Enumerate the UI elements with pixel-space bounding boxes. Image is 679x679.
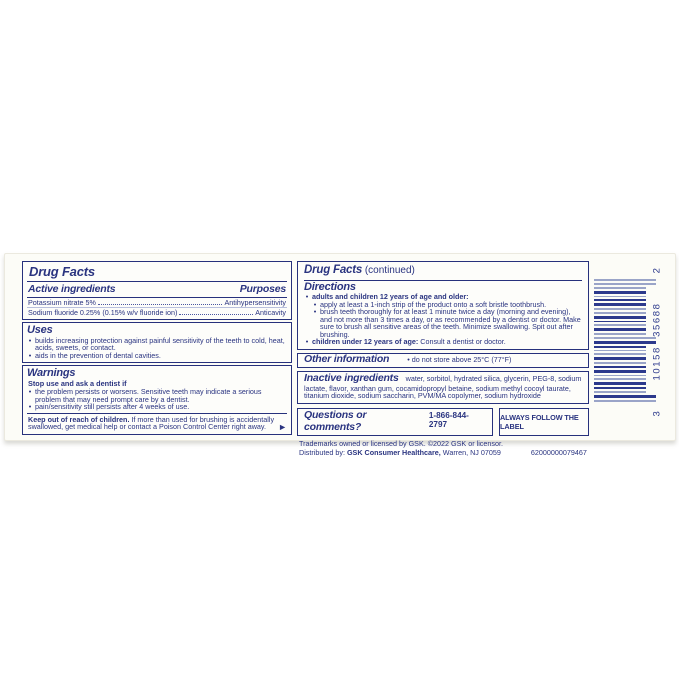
barcode-digits <box>652 267 663 417</box>
warnings-box <box>22 365 292 434</box>
warnings-bullet-2-text: pain/sensitivity still persists after 4 weeks of use. <box>35 402 190 412</box>
warnings-bullet-1-text: the problem persists or worsens. Sensitive teeth may indicate a serious problem that may need prompt care by a dentist. <box>35 387 262 404</box>
legal-text <box>297 438 589 458</box>
directions-children-text <box>312 338 506 346</box>
keep-out-of-reach-section <box>27 413 287 431</box>
active-ingredients-header-row <box>27 282 287 298</box>
ingredient-name: Sodium fluoride 0.25% (0.15% w/v fluoride ion) <box>28 308 178 318</box>
warnings-bullet-2 <box>27 403 287 411</box>
uses-heading: Uses <box>27 324 53 337</box>
barcode-middle-digits: 10158 35688 <box>651 302 663 381</box>
ingredient-name: Potassium nitrate 5% <box>28 298 96 307</box>
active-ingredients-heading: Active ingredients <box>28 283 116 295</box>
barcode-start-digit: 3 <box>651 409 663 417</box>
product-code: 62000000079467 <box>530 447 587 457</box>
drug-facts-right-column <box>297 261 589 458</box>
drug-facts-continued-suffix: (continued) <box>362 265 415 276</box>
upc-barcode <box>594 267 672 429</box>
distributor-address: Warren, NJ 07059 <box>440 447 501 457</box>
bullet-icon: • <box>313 299 317 309</box>
drug-facts-title: Drug Facts <box>27 263 287 282</box>
keep-out-bold-text: Keep out of reach of children. <box>28 414 130 424</box>
ingredient-purpose: Antihypersensitivity <box>224 298 286 307</box>
drug-facts-left-column <box>22 261 292 435</box>
trademark-line: Trademarks owned or licensed by GSK. ©2022 GSK or licensor. <box>299 439 503 449</box>
other-information-heading: Other information <box>304 352 390 365</box>
questions-or-comments-box <box>297 408 493 436</box>
uses-bullet-2 <box>27 352 287 360</box>
warnings-bullet-1 <box>27 388 287 403</box>
ingredient-purpose: Anticavity <box>255 308 286 318</box>
toothpaste-box-back-panel <box>4 253 676 457</box>
questions-row <box>297 408 589 436</box>
stop-use-line: Stop use and ask a dentist if <box>28 378 127 388</box>
drug-facts-continued-title <box>304 263 582 281</box>
inactive-ingredients-box <box>297 371 589 404</box>
ingredient-row-potassium-nitrate <box>27 298 287 308</box>
uses-bullet-1-text: builds increasing protection against painful sensitivity of the teeth to cold, heat, acids, sweets, or contact. <box>35 335 285 353</box>
questions-phone-number: 1-866-844-2797 <box>428 411 469 430</box>
ingredient-row-sodium-fluoride <box>27 308 287 317</box>
bullet-icon: • <box>28 350 32 360</box>
keep-out-rest-text: If more than used for brushing is accidentally swallowed, get medical help or contact a Poison Control Center right away. <box>28 414 275 432</box>
directions-sub-bullet-2-text: brush teeth thoroughly for at least 1 minute twice a day (morning and evening), and not more than 3 times a day, or as recommended by a dentist or doctor. Make sure to brush all sensitive areas of the teeth. Minimize swallowing. Spit out after brushing. <box>320 307 581 339</box>
bullet-icon: • <box>28 387 32 397</box>
other-information-text: • do not store above 25°C (77°F) <box>407 354 512 364</box>
distributed-prefix: Distributed by: <box>299 447 347 457</box>
drug-facts-continued-title-bold: Drug Facts <box>304 264 363 276</box>
bullet-icon: • <box>28 402 32 412</box>
distributed-line <box>299 449 587 458</box>
purposes-heading: Purposes <box>239 283 286 295</box>
dotted-leader <box>98 304 223 305</box>
drug-facts-active-ingredients-box <box>22 261 292 320</box>
directions-box <box>297 261 589 350</box>
always-follow-label-box: ALWAYS FOLLOW THE LABEL <box>499 408 589 436</box>
barcode-end-digit: 2 <box>651 266 663 274</box>
directions-children-bullet <box>304 338 582 346</box>
directions-sub-bullet-2 <box>312 308 582 338</box>
directions-heading: Directions <box>304 280 356 293</box>
dotted-leader <box>179 314 253 315</box>
bullet-icon: • <box>28 335 32 345</box>
uses-bullet-2-text: aids in the prevention of dental cavities. <box>35 350 161 360</box>
uses-bullet-1 <box>27 337 287 352</box>
other-information-box <box>297 353 589 369</box>
distributor-name: GSK Consumer Healthcare, <box>346 447 441 457</box>
questions-heading: Questions or comments? <box>304 409 367 433</box>
barcode-bars <box>594 279 656 404</box>
warnings-heading: Warnings <box>27 367 76 380</box>
bullet-icon: • <box>313 307 317 316</box>
directions-sub-bullet-1-text: apply at least a 1-inch strip of the product onto a soft bristle toothbrush. <box>320 299 547 309</box>
inactive-ingredients-heading: Inactive ingredients <box>304 372 399 384</box>
bullet-icon: • <box>305 292 309 301</box>
panel-continues-arrow-icon: ► <box>278 422 287 433</box>
inactive-ingredients-text: water, sorbitol, hydrated silica, glycerin, PEG-8, sodium lactate, flavor, xanthan gum, cocamidopropyl betaine, sodium methyl cocoyl taurate, titanium dioxide, sodium saccharin, PVM/MA copolymer, sodium hydroxide <box>304 374 582 401</box>
bullet-icon: • <box>305 337 309 346</box>
directions-children-rest: Consult a dentist or doctor. <box>418 337 506 346</box>
uses-box <box>22 322 292 363</box>
directions-adults-text: adults and children 12 years of age and older: <box>312 292 469 301</box>
directions-children-bold: children under 12 years of age: <box>312 337 419 346</box>
